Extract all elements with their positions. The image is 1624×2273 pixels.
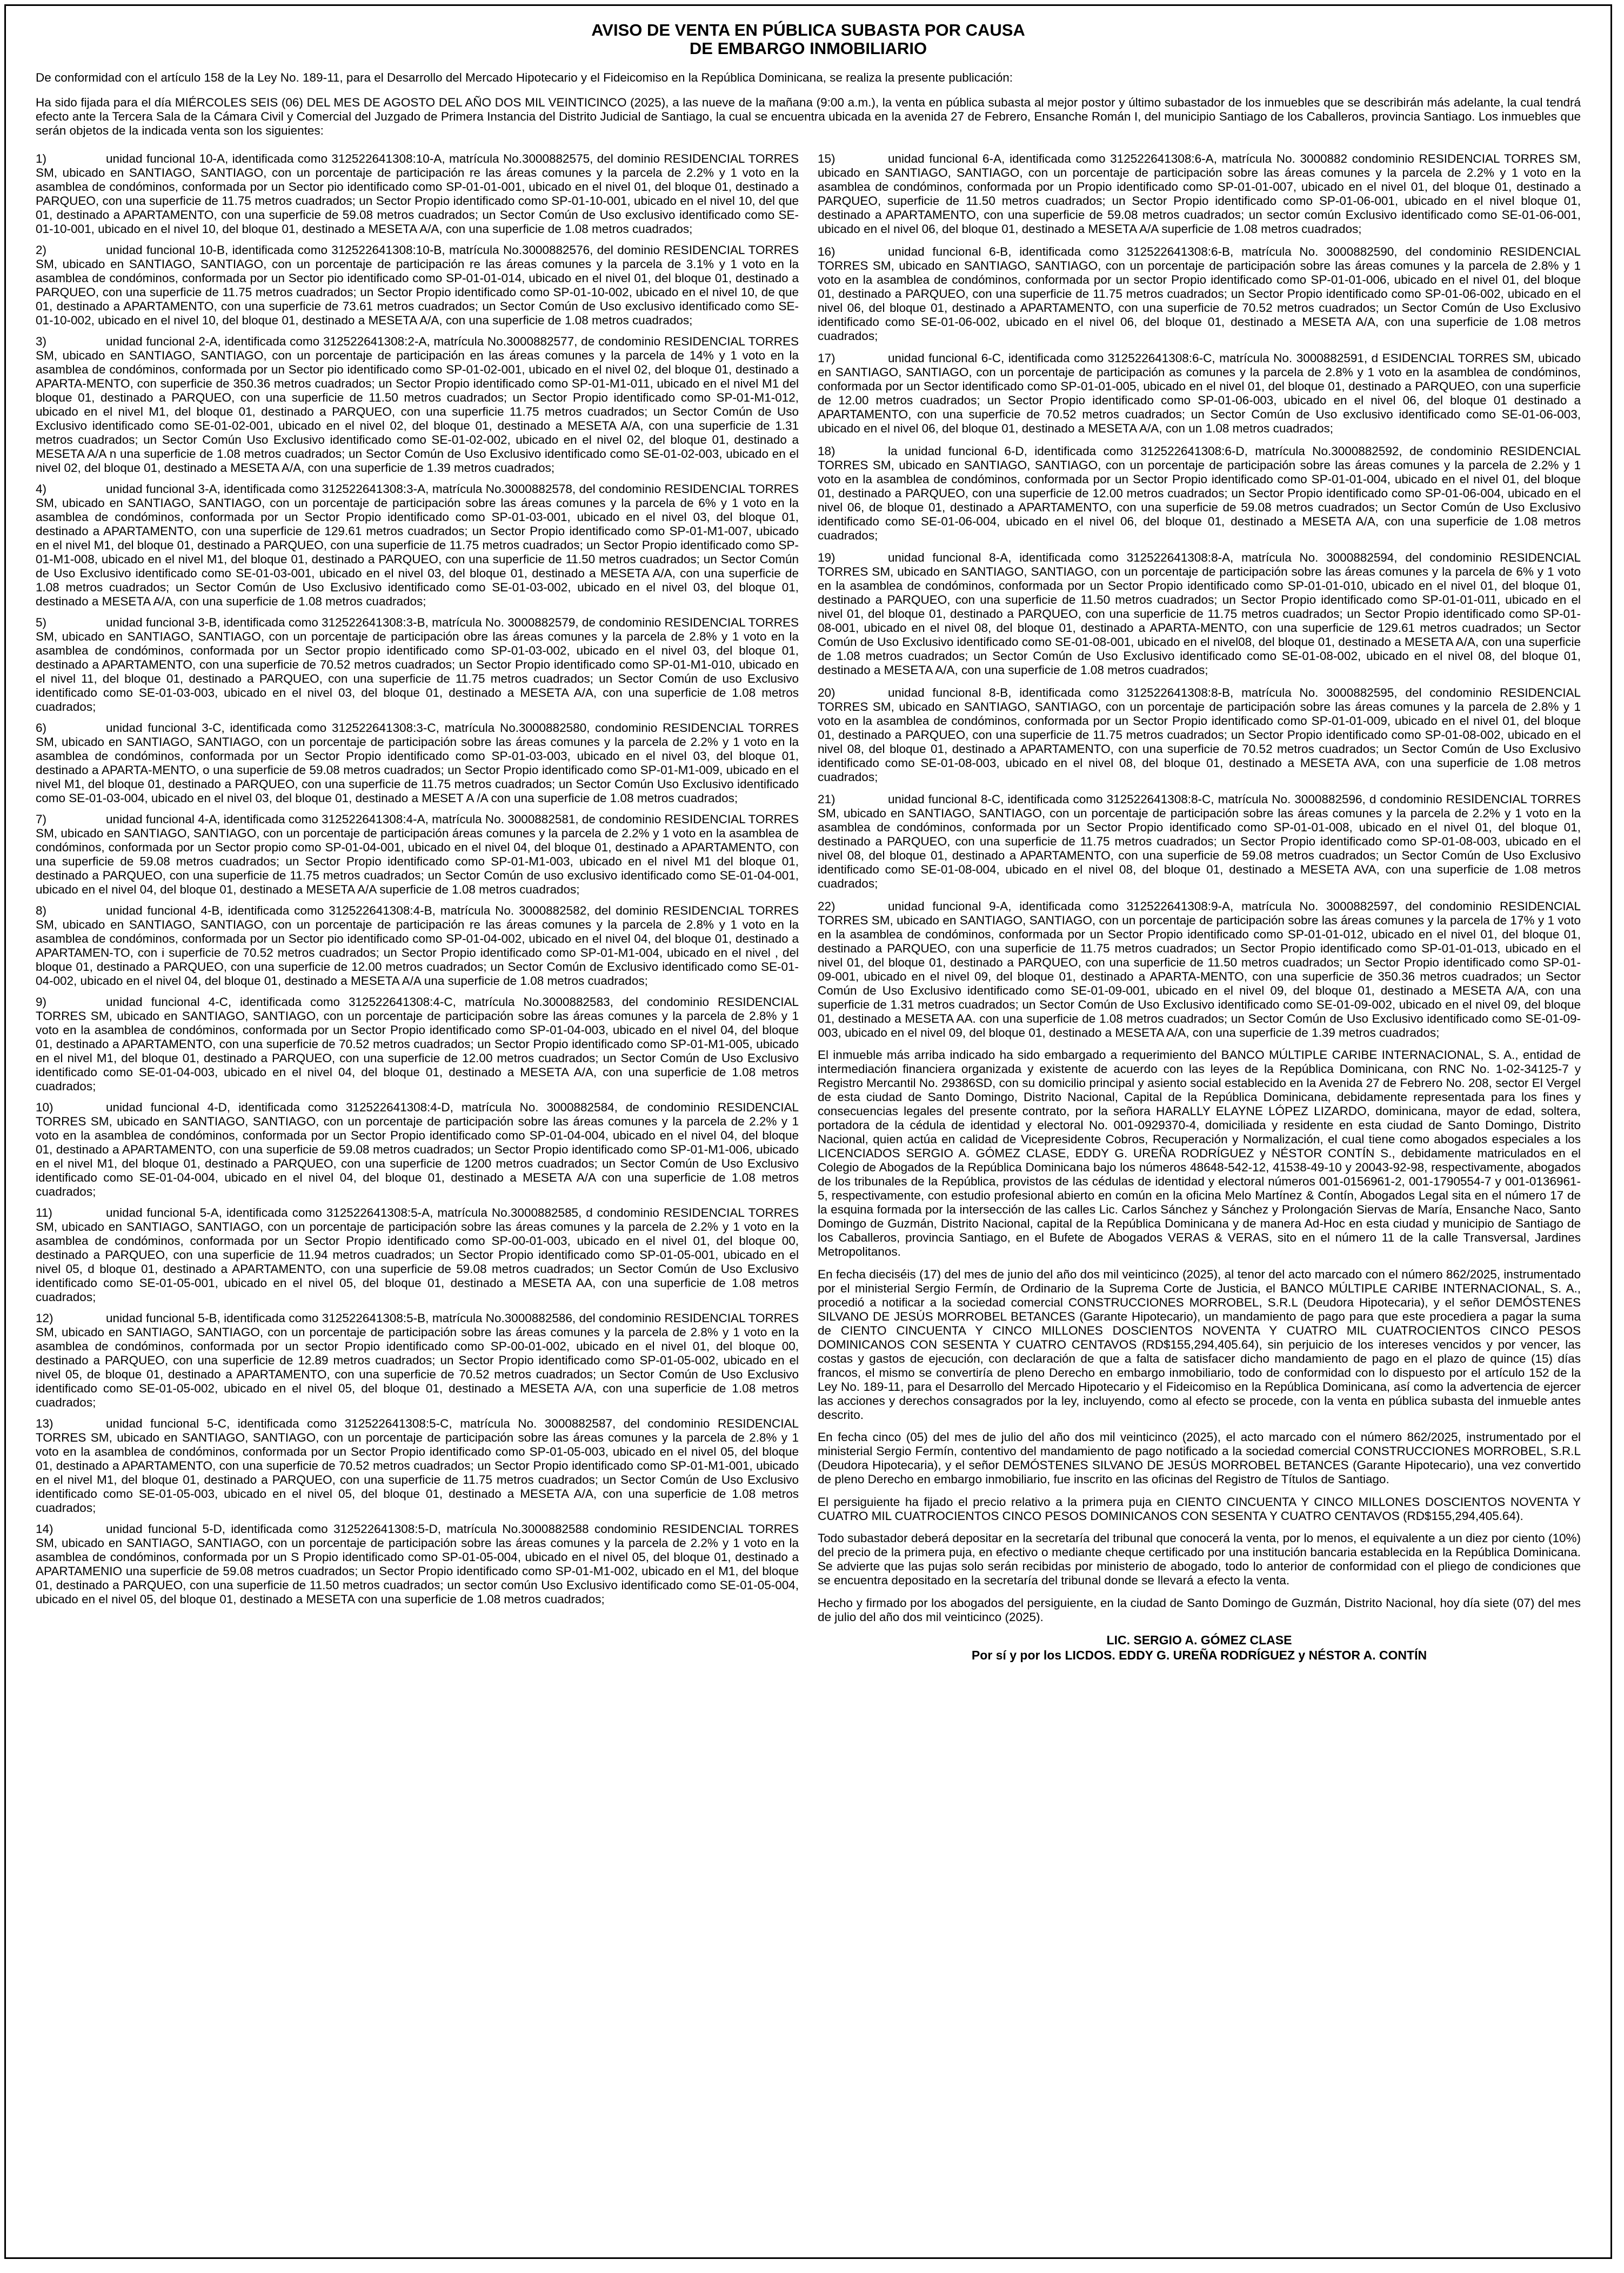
unit-listing-item: [36, 1311, 799, 1410]
unit-listing-item: [36, 243, 799, 328]
item-number: 16): [818, 244, 836, 258]
unit-listing-item: [36, 1522, 799, 1607]
item-number: 13): [36, 1417, 54, 1430]
item-number: 2): [36, 243, 47, 257]
unit-listing-item: [36, 1417, 799, 1515]
unit-listing-item: [818, 245, 1581, 343]
item-number: 14): [36, 1522, 54, 1536]
item-text: unidad funcional 6-A, identificada como 312522641308:6-A, matrícula No. 3000882 condominio RESIDENCIAL TORRES SM, ubicado en SANTIAGO, SANTIAGO, con un porcentaje de participación sobre las áreas comunes y la parcela de 2.2% y 1 voto en la asamblea de condóminos, conformada por un Propio identificado como SP-01-01-007, ubicado en el nivel 01, del bloque 01, destinado a PARQUEO, superficie de 11.50 metros cuadrados; un Sector Propio identificado como SP-01-06-001, ubicado en el nivel bloque 01, destinado a APARTAMENTO, con una superficie de 59.08 metros cuadrados; un sector común Exclusivo identificado como SE-01-06-001, ubicado en el nivel 06, del bloque 01, destinado a MESETA A/A superficie de 1.08 metros cuadrados;: [818, 152, 1581, 236]
closing-paragraphs: [818, 1048, 1581, 1624]
item-text: unidad funcional 3-B, identificada como 312522641308:3-B, matrícula No. 3000882579, de condominio RESIDENCIAL TORRES SM, ubicado en SANTIAGO, SANTIAGO, con un porcentaje de participación obre las áreas comunes y la parcela de 2.8% y 1 voto en la asamblea de condóminos, conformada por un Sector propio identificado como SP-01-03-002, ubicado en el nivel 03, del bloque 01, destinado a APARTAMENTO, con una superficie de 70.52 metros cuadrados; un Sector Propio identificado como SP-01-M1-010, ubicado en el nivel 11, del bloque 01, destinado a PARQUEO, con una superficie de 11.75 metros cuadrados; un Sector Común de uso Exclusivo identificado como SE-01-03-003, ubicado en el nivel 03, del bloque 01, destinado a MESETA A/A, con una superficie de 1.08 metros cuadrados;: [36, 616, 799, 714]
unit-listing-item: [36, 152, 799, 236]
unit-listing-item: [818, 899, 1581, 1040]
item-number: 15): [818, 152, 836, 165]
left-column: [36, 152, 799, 1663]
item-number: 3): [36, 335, 47, 348]
item-text: unidad funcional 9-A, identificada como 312522641308:9-A, matrícula No. 3000882597, del condominio RESIDENCIAL TORRES SM, ubicado en SANTIAGO, SANTIAGO, con un porcentaje de participación sobre las áreas comunes y la parcela de 17% y 1 voto en la asamblea de condóminos, conformada por un Sector Propio identificado como SP-01-01-012, ubicado en el nivel 01, del bloque 01, destinado a PARQUEO, con una superficie de 11.75 metros cuadrados; un Sector Propio identificado como SP-01-01-013, ubicado en el nivel 01, del bloque 01, destinado a PARQUEO, con una superficie de 11.50 metros cuadrados; un Sector Propio identificado como SP-01-09-001, ubicado en el nivel 09, del bloque 01, destinado a APARTA-MENTO, con una superficie de 350.36 metros cuadrados; un Sector Común de Uso Exclusivo identificado como SE-01-09-001, ubicado en el nivel 09, del bloque 01, destinado a MESETA A/A, con una superficie de 1.31 metros cuadrados; un Sector Común de Uso Exclusivo identificado como SE-01-09-002, ubicado en el nivel 09, del bloque 01, destinado a MESETA AA. con una superficie de 1.08 metros cuadrados; un Sector Común de Uso Exclusivo identificado como SE-01-09-003, ubicado en el nivel 09, del bloque 01, destinado a MESETA A/A, con una superficie de 1.39 metros cuadrados;: [818, 899, 1581, 1039]
notice-title: [36, 21, 1581, 58]
item-text: unidad funcional 6-B, identificada como 312522641308:6-B, matrícula No. 3000882590, del condominio RESIDENCIAL TORRES SM, ubicado en SANTIAGO, SANTIAGO, con un porcentaje de participación sobre las áreas comunes y la parcela de 2.8% y 1 voto en la asamblea de condóminos, conformada por un sector Propio identificado como SP-01-01-006, ubicado en el nivel 01, del bloque 01, destinado a PARQUEO, con una superficie de 11.75 metros cuadrados; un Sector Propio identificado como SP-01-06-002, ubicado en el nivel 06, del bloque 01, destinado a APARTAMENTO, con una superficie de 70.52 metros cuadrados; un Sector Común de Uso Exclusivo identificado como SE-01-06-002, ubicado en el nivel 06, del bloque 01, destinado a MESETA A/A, con una superficie de 1.08 metros cuadrados;: [818, 244, 1581, 343]
unit-listing-item: [36, 482, 799, 609]
closing-paragraph: En fecha cinco (05) del mes de julio del año dos mil veinticinco (2025), el acto marcado con el número 862/2025, instrumentado por el ministerial Sergio Fermín, contentivo del mandamiento de pago notificado a la sociedad comercial CONSTRUCCIONES MORROBEL, S.R.L (Deudora Hipotecaria), y el señor DEMÓSTENES SILVANO DE JESÚS MORROBEL BETANCES (Garante Hipotecario), una vez convertido de pleno Derecho en embargo inmobiliario, fue inscrito en las oficinas del Registro de Títulos de Santiago.: [818, 1430, 1581, 1486]
item-number: 21): [818, 792, 836, 806]
closing-paragraph: El inmueble más arriba indicado ha sido embargado a requerimiento del BANCO MÚLTIPLE CARIBE INTERNACIONAL, S. A., entidad de intermediación financiera organizada y existente de acuerdo con las leyes de la República Dominicana, con RNC No. 1-02-34125-7 y Registro Mercantil No. 29386SD, con su domicilio principal y asiento social establecido en la Avenida 27 de Febrero No. 208, sector El Vergel de esta ciudad de Santo Domingo, Distrito Nacional, Capital de la República Dominicana, debidamente representada para los fines y consecuencias legales del presente contrato, por la señora HARALLY ELAYNE LÓPEZ LIZARDO, dominicana, mayor de edad, soltera, portadora de la cédula de identidad y electoral No. 001-0929370-4, domiciliada y residente en esta ciudad de Santo Domingo, Distrito Nacional, quien actúa en calidad de Vicepresidente Cobros, Recuperación y Normalización, el cual tiene como abogados especiales a los LICENCIADOS SERGIO A. GÓMEZ CLASE, EDDY G. UREÑA RODRÍGUEZ y NÉSTOR CONTÍN S., debidamente matriculados en el Colegio de Abogados de la República Dominicana bajo los números 48648-542-12, 41538-49-10 y 20043-92-98, respectivamente, abogados de los tribunales de la República, provistos de las cédulas de identidad y electoral números 001-0156961-2, 001-1790554-7 y 001-0136961-5, respectivamente, con estudio profesional abierto en común en la oficina Melo Martínez & Contín, Abogados Legal sita en el número 17 de la esquina formada por la intersección de las calles Lic. Carlos Sánchez y Sánchez y Prolongación Siervas de María, Ensanche Naco, Santo Domingo de Guzmán, Distrito Nacional, capital de la República Dominicana y de manera Ad-Hoc en esta ciudad y municipio de Santiago de los Caballeros, provincia Santiago, en el Bufete de Abogados VERAS & VERAS, sito en el número 11 de la calle Transversal, Jardines Metropolitanos.: [818, 1048, 1581, 1258]
item-number: 9): [36, 995, 47, 1009]
right-item-list: [818, 152, 1581, 1040]
intro-paragraph-2: Ha sido fijada para el día MIÉRCOLES SEIS (06) DEL MES DE AGOSTO DEL AÑO DOS MIL VEINTICINCO (2025), a las nueve de la mañana (9:00 a.m.), la venta en pública subasta al mejor postor y último subastador de los inmuebles que se describirán más adelante, la cual tendrá efecto ante la Tercera Sala de la Cámara Civil y Comercial del Juzgado de Primera Instancia del Distrito Judicial de Santiago, la cual se encuentra ubicada en la avenida 27 de Febrero, Ensanche Román I, del municipio Santiago de los Caballeros, provincia Santiago. Los inmuebles que serán objetos de la indicada venta son los siguientes:: [36, 96, 1581, 137]
item-number: 19): [818, 551, 836, 564]
item-number: 6): [36, 721, 47, 735]
item-text: unidad funcional 4-A, identificada como 312522641308:4-A, matrícula No. 3000882581, de condominio RESIDENCIAL TORRES SM, ubicado en SANTIAGO, SANTIAGO, con un porcentaje de participación áreas comunes y la parcela de 2.2% y 1 voto en la asamblea de condóminos, conformada por un Sector propio como SP-01-04-001, ubicado en el nivel 04, del bloque 01, destinado a APARTAMENTO, con una superficie de 59.08 metros cuadrados; un Sector Propio identificado como SP-01-M1-003, ubicado en el nivel M1 del bloque 01, destinado a PARQUEO, con una superficie de 11.75 metros cuadrados; un Sector Común de uso exclusivo identificado como SE-01-04-001, ubicado en el nivel 04, del bloque 01, destinado a MESETA A/A superficie de 1.08 metros cuadrados;: [36, 812, 799, 896]
item-text: unidad funcional 5-A, identificada como 312522641308:5-A, matrícula No.3000882585, d condominio RESIDENCIAL TORRES SM, ubicado en SANTIAGO, SANTIAGO, con un porcentaje de participación sobre las áreas comunes y la parcela de 2.2% y 1 voto en la asamblea de condóminos, conformada por un Sector Propio identificado como SP-00-01-003, ubicado en el nivel 01, del bloque 00, destinado a PARQUEO, con una superficie de 11.94 metros cuadrados; un Sector Propio identificado como SP-01-05-001, ubicado en el nivel 05, d bloque 01, destinado a APARTAMENTO, con una superficie de 59.08 metros cuadrados; un Sector Común de Uso Exclusivo identificado como SE-01-05-001, ubicado en el nivel 05, del bloque 01, destinado a MESETA AA, con una superficie de 1.08 metros cuadrados;: [36, 1206, 799, 1304]
item-text: unidad funcional 6-C, identificada como 312522641308:6-C, matrícula No. 3000882591, d ESIDENCIAL TORRES SM, ubicado en SANTIAGO, SANTIAGO, con un porcentaje de participación as comunes y la parcela de 2.8% y 1 voto en la asamblea de condóminos, conformada por un Sector identificado como SP-01-01-005, ubicado en el nivel 01, del bloque 01, destinado a PARQUEO, con una superficie de 12.00 metros cuadrados; un Sector Propio identificado como SP-01-06-003, ubicado en el nivel 06, del bloque 01 destinado a APARTAMENTO, con una superficie de 70.52 metros cuadrados; un Sector Común de Uso exclusivo identificado como SE-01-06-003, ubicado en el nivel 06, del bloque 01, destinado a MESETA A/A, con un 1.08 metros cuadrados;: [818, 351, 1581, 435]
item-text: unidad funcional 3-A, identificada como 312522641308:3-A, matrícula No.3000882578, del condominio RESIDENCIAL TORRES SM, ubicado en SANTIAGO, SANTIAGO, con un porcentaje de participación sobre las áreas comunes y la parcela de 6% y 1 voto en la asamblea de condóminos, conformada por un Sector Propio identificado como SP-01-03-001, ubicado en el nivel 03, del bloque 01, destinado a APARTAMENTO, con una superficie de 129.61 metros cuadrados; un Sector Propio identificado como SP-01-M1-007, ubicado en el nivel M1, del bloque 01, destinado a PARQUEO, con una superficie de 11.75 metros cuadrados; un Sector Propio identificado como SP-01-M1-008, ubicado en el nivel M1, del bloque 01, destinado a PARQUEO, con una superficie de 11.50 metros cuadrados; un Sector Común de Uso Exclusivo identificado como SE-01-03-001, ubicado en el nivel 03, del bloque 01, destinado a MESETA A/A, con una superficie de 1.08 metros cuadrados; un Sector Común de Uso Exclusivo identificado como SE-01-03-002, ubicado en el nivel 03, del bloque 01, destinado a MESETA A/A, con una superficie de 1.08 metros cuadrados;: [36, 482, 799, 608]
unit-listing-item: [818, 551, 1581, 677]
item-text: unidad funcional 8-B, identificada como 312522641308:8-B, matrícula No. 3000882595, del condominio RESIDENCIAL TORRES SM, ubicado en SANTIAGO, SANTIAGO, con un porcentaje de participación sobre las áreas comunes y la parcela de 2.8% y 1 voto en la asamblea de condóminos, conformada por un Sector Propio identificado como SP-01-01-009, ubicado en el nivel 01, del bloque 01, destinado a PARQUEO, con una superficie de 11.75 metros cuadrados; un Sector Propio identificado como SP-01-08-002, ubicado en el nivel 08, del bloque 01, destinado a APARTAMENTO, con una superficie de 70.52 metros cuadrados; un Sector Común de Uso Exclusivo identificado como SE-01-08-003, ubicado en el nivel 08, del bloque 01, destinado a MESETA AVA, con una superficie de 1.08 metros cuadrados;: [818, 685, 1581, 784]
unit-listing-item: [36, 721, 799, 805]
unit-listing-item: [36, 995, 799, 1094]
closing-paragraph: El persiguiente ha fijado el precio relativo a la primera puja en CIENTO CINCUENTA Y CINCO MILLONES DOSCIENTOS NOVENTA Y CUATRO MIL CUATROCIENTOS CINCO PESOS DOMINICANOS CON SESENTA Y CUATRO CENTAVOS (RD$155,294,405.64).: [818, 1495, 1581, 1523]
item-number: 18): [818, 444, 836, 458]
unit-listing-item: [36, 904, 799, 988]
item-number: 22): [818, 899, 836, 913]
item-text: unidad funcional 8-C, identificada como 312522641308:8-C, matrícula No. 3000882596, d condominio RESIDENCIAL TORRES SM, ubicado en SANTIAGO, SANTIAGO, con un porcentaje de participación sobre las áreas comunes y la parcela de 2.2% y 1 voto en la asamblea de condóminos, conformada por un Sector Propio identificado como SP-01-01-008, ubicado en el nivel 01, del bloque 01, destinado a PARQUEO, con una superficie de 11.75 metros cuadrados; un Sector Propio identificado como SP-01-08-003, ubicado en el nivel 08, del bloque 01, destinado a APARTAMENTO, con una superficie de 59.08 metros cuadrados; un Sector Común de Uso Exclusivo identificado como SE-01-08-004, ubicado en el nivel 08, del bloque 01, destinado a MESETA AVA, con una superficie de 1.08 metros cuadrados;: [818, 792, 1581, 890]
item-number: 7): [36, 812, 47, 826]
unit-listing-item: [36, 616, 799, 714]
item-text: unidad funcional 10-A, identificada como 312522641308:10-A, matrícula No.3000882575, del dominio RESIDENCIAL TORRES SM, ubicado en SANTIAGO, SANTIAGO, con un porcentaje de participación re las áreas comunes y la parcela de 2.2% y 1 voto en la asamblea de condóminos, conformada por un Sector pio identificado como SP-01-01-001, ubicado en el nivel 01, del bloque 01, destinado a PARQUEO, con una superficie de 11.75 metros cuadrados; un Sector Propio identificado como SP-01-10-001, ubicado en el nivel 10, del que 01, destinado a APARTAMENTO, con una superficie de 59.08 metros cuadrados; un Sector Común de Uso exclusivo identificado como SE-01-10-001, ubicado en el nivel 10, del bloque 01, destinado a MESETA A/A, con una superficie de 1.08 metros cuadrados;: [36, 152, 799, 236]
unit-listing-item: [818, 351, 1581, 436]
item-text: unidad funcional 10-B, identificada como 312522641308:10-B, matrícula No.3000882576, del dominio RESIDENCIAL TORRES SM, ubicado en SANTIAGO, SANTIAGO, con un porcentaje de participación re las áreas comunes y la parcela de 3.1% y 1 voto en la asamblea de condóminos, conformada por un Sector pio identificado como SP-01-01-014, ubicado en el nivel 01, del bloque 01, destinado a PARQUEO, con una superficie de 11.75 metros cuadrados; un Sector Propio identificado como SP-01-10-002, ubicado en el nivel 10, de que 01, destinado a APARTAMENTO, con una superficie de 73.61 metros cuadrados; un Sector Común de Uso exclusivo identificado como SE-01-10-002, ubicado en el nivel 10, del bloque 01, destinado a MESETA A/A, con una superficie de 1.08 metros cuadrados;: [36, 243, 799, 327]
item-number: 8): [36, 904, 47, 917]
signature-caption: Por sí y por los LICDOS. EDDY G. UREÑA RODRÍGUEZ y NÉSTOR A. CONTÍN: [971, 1648, 1427, 1662]
unit-listing-item: [818, 444, 1581, 543]
item-text: unidad funcional 4-B, identificada como 312522641308:4-B, matrícula No. 3000882582, del dominio RESIDENCIAL TORRES SM, ubicado en SANTIAGO, SANTIAGO, con un porcentaje de participación re las áreas comunes y la parcela de 2.8% y 1 voto en la asamblea de condóminos, conformada por un Sector pio identificado como SP-01-04-002, ubicado en el nivel 04, del bloque 01, destinado a APARTAMEN-TO, con i superficie de 70.52 metros cuadrados; un Sector Propio identificado como SP-01-M1-004, ubicado en el nivel , del bloque 01, destinado a PARQUEO, con una superficie de 12.00 metros cuadrados; un Sector Común de Exclusivo identificado como SE-01-04-002, ubicado en el nivel 04, del bloque 01, destinado a MESETA A/A una superficie de 1.08 metros cuadrados;: [36, 904, 799, 988]
unit-listing-item: [36, 1206, 799, 1304]
signature-block: [818, 1632, 1581, 1663]
unit-listing-item: [818, 792, 1581, 891]
two-column-body: [36, 152, 1581, 1663]
unit-listing-item: [818, 686, 1581, 784]
item-number: 12): [36, 1311, 54, 1325]
item-number: 1): [36, 152, 47, 165]
unit-listing-item: [36, 812, 799, 897]
closing-paragraph: En fecha dieciséis (17) del mes de junio del año dos mil veinticinco (2025), al tenor del acto marcado con el número 862/2025, instrumentado por el ministerial Sergio Fermín, de Ordinario de la Suprema Corte de Justicia, el BANCO MÚLTIPLE CARIBE INTERNACIONAL, S. A., procedió a notificar a la sociedad comercial CONSTRUCCIONES MORROBEL, S.R.L (Deudora Hipotecaria), y el señor DEMÓSTENES SILVANO DE JESÚS MORROBEL BETANCES (Garante Hipotecario), un mandamiento de pago para que este procediera a pagar la suma de CIENTO CINCUENTA Y CINCO MILLONES DOSCIENTOS NOVENTA Y CUATRO MIL CUATROCIENTOS CINCO PESOS DOMINICANOS CON SESENTA Y CUATRO CENTAVOS (RD$155,294,405.64), sin perjuicio de los intereses vencidos y por vencer, las costas y gastos de ejecución, con declaración de que a falta de satisfacer dicho mandamiento de pago en el plazo de quince (15) días francos, el mismo se convertiría de pleno Derecho en embargo inmobiliario, todo de conformidad con lo dispuesto por el artículo 152 de la Ley No. 189-11, para el Desarrollo del Mercado Hipotecario y el Fideicomiso en la República Dominicana, así como la advertencia de ejercer las acciones y derechos consagrados por la ley, incluyendo, como al efecto se procede, con la venta en pública subasta del inmueble antes descrito.: [818, 1267, 1581, 1422]
item-number: 5): [36, 616, 47, 629]
item-text: unidad funcional 8-A, identificada como 312522641308:8-A, matrícula No. 3000882594, del condominio RESIDENCIAL TORRES SM, ubicado en SANTIAGO, SANTIAGO, con un porcentaje de participación sobre las áreas comunes y la parcela de 6% y 1 voto en la asamblea de condóminos, conformada por un Sector Propio identificado como SP-01-01-010, ubicado en el nivel 01, del bloque 01, destinado a PARQUEO, con una superficie de 11.50 metros cuadrados; un Sector Propio identificado como SP-01-01-011, ubicado en el nivel 01, del bloque 01, destinado a PARQUEO, con una superficie de 11.75 metros cuadrados; un Sector Propio identificado como SP-01-08-001, ubicado en el nivel 08, del bloque 01, destinado a APARTA-MENTO, con una superficie de 129.61 metros cuadrados; un Sector Común de Uso Exclusivo identificado como SE-01-08-001, ubicado en el nivel08, del bloque 01, destinado a MESETA A/A, con una superficie de 1.08 metros cuadrados; un Sector Común de Uso Exclusivo identificado como SE-01-08-002, ubicado en el nivel 08, del bloque 01, destinado a MESETA A/A, con una superficie de 1.08 metros cuadrados;: [818, 551, 1581, 677]
auction-notice: [4, 4, 1612, 2259]
item-text: la unidad funcional 6-D, identificada como 312522641308:6-D, matrícula No.3000882592, de condominio RESIDENCIAL TORRES SM, ubicado en SANTIAGO, SANTIAGO, con un porcentaje de participación sobre las áreas comunes y la parcela de 2.2% y 1 voto en la asamblea de condóminos, conformada por un Sector Propio identificado como SP-01-01-004, ubicado en el nivel 01, del bloque 01, destinado a PARQUEO, con una superficie de 12.00 metros cuadrados; un Sector Propio identificado como SP-01-06-004, ubicado en el nivel 06, de bloque 01, destinado a APARTAMENTO, con una superficie de 59.08 metros cuadrados; un Sector Común de Uso Exclusivo identificado como SE-01-06-004, ubicado en el nivel 06, del bloque 01, destinado a MESETA A/A, con una superficie de 1.08 metros cuadrados;: [818, 444, 1581, 542]
item-number: 11): [36, 1206, 52, 1219]
right-column: [818, 152, 1581, 1663]
title-line-1: AVISO DE VENTA EN PÚBLICA SUBASTA POR CAUSA: [591, 21, 1025, 39]
item-text: unidad funcional 4-D, identificada como 312522641308:4-D, matrícula No. 3000882584, de condominio RESIDENCIAL TORRES SM, ubicado en SANTIAGO, SANTIAGO, con un porcentaje de participación sobre las áreas comunes y la parcela de 2.2% y 1 voto en la asamblea de condóminos, conformada por un Sector Propio identificado como SP-01-04-004, ubicado en el nivel 04, del bloque 01, destinado a APARTAMENTO, con una superficie de 59.08 metros cuadrados; un Sector Propio identificado como SP-01-M1-006, ubicado en el nivel M1, del bloque 01, destinado a PARQUEO, con una superficie de 1200 metros cuadrados; un Sector Común de Uso Exclusivo identificado como SE-01-04-004, ubicado en el nivel 04, del bloque 01, destinado a MESETA A/A con una superficie de 1.08 metros cuadrados;: [36, 1101, 799, 1198]
item-text: unidad funcional 4-C, identificada como 312522641308:4-C, matrícula No.3000882583, del condominio RESIDENCIAL TORRES SM, ubicado en SANTIAGO, SANTIAGO, con un porcentaje de participación sobre las áreas comunes y la parcela de 2.8% y 1 voto en la asamblea de condóminos, conformada por un Sector Propio identificado como SP-01-04-003, ubicado en el nivel 04, del bloque 01, destinado a APARTAMENTO, con una superficie de 70.52 metros cuadrados; un Sector Propio identificado como SP-01-M1-005, ubicado en el nivel M1, del bloque 01, destinado a PARQUEO, con una superficie de 12.00 metros cuadrados; un Sector Común de Uso Exclusivo identificado como SE-01-04-003, ubicado en el nivel 04, del bloque 01, destinado a MESETA A/A, con una superficie de 1.08 metros cuadrados;: [36, 995, 799, 1093]
item-text: unidad funcional 5-D, identificada como 312522641308:5-D, matrícula No.3000882588 condominio RESIDENCIAL TORRES SM, ubicado en SANTIAGO, SANTIAGO, con un porcentaje de participación sobre las áreas comunes y la parcela de 2.2% y 1 voto en la asamblea de condóminos, conformada por un S Propio identificado como SP-01-05-004, ubicado en el nivel 05, del bloque 01, destinado a APARTAMENIO una superficie de 59.08 metros cuadrados; un Sector Propio identificado como SP-01-M1-002, ubicado en el M1, del bloque 01, destinado a PARQUEO, con una superficie de 11.50 metros cuadrados; un sector común Uso Exclusivo identificado como SE-01-05-004, ubicado en el nivel 05, del bloque 01, destinado a MESETA con una superficie de 1.08 metros cuadrados;: [36, 1522, 799, 1606]
item-number: 17): [818, 351, 836, 365]
unit-listing-item: [36, 335, 799, 475]
closing-paragraph: Todo subastador deberá depositar en la secretaría del tribunal que conocerá la venta, por lo menos, el equivalente a un diez por ciento (10%) del precio de la primera puja, en efectivo o mediante cheque certificado por una institución bancaria establecida en la República Dominicana. Se advierte que las pujas solo serán recibidas por ministerio de abogado, todo lo anterior de conformidad con el pliego de condiciones que se encuentra depositado en la secretaría del tribunal donde se llevará a efecto la venta.: [818, 1531, 1581, 1587]
item-number: 10): [36, 1101, 54, 1114]
intro-paragraph-1: De conformidad con el artículo 158 de la Ley No. 189-11, para el Desarrollo del Mercado Hipotecario y el Fideicomiso en la República Dominicana, se realiza la presente publicación:: [36, 71, 1013, 84]
signature-name: LIC. SERGIO A. GÓMEZ CLASE: [1106, 1633, 1292, 1647]
item-text: unidad funcional 5-B, identificada como 312522641308:5-B, matrícula No.3000882586, del condominio RESIDENCIAL TORRES SM, ubicado en SANTIAGO, SANTIAGO, con un porcentaje de participación sobre las áreas comunes y la parcela de 2.8% y 1 voto en la asamblea de condóminos, conformada por un sector Propio identificado como SP-00-01-002, ubicado en el nivel 01, del bloque 00, destinado a PARQUEO, con una superficie de 12.89 metros cuadrados; un Sector Propio identificado como SP-01-05-002, ubicado en el nivel 05, de bloque 01, destinado a APARTAMENTO, con una superficie de 70.52 metros cuadrados; un Sector Común de Uso Exclusivo identificado como SE-01-05-002, ubicado en el nivel 05, del bloque 01, destinado a MESETA A/A, con una superficie de 1.08 metros cuadrados;: [36, 1311, 799, 1409]
item-text: unidad funcional 2-A, identificada como 312522641308:2-A, matrícula No.3000882577, de condominio RESIDENCIAL TORRES SM, ubicado en SANTIAGO, SANTIAGO, con un porcentaje de participación en las áreas comunes y la parcela de 14% y 1 voto en la asamblea de condóminos, conformada por un Sector pio identificado como SP-01-02-001, ubicado en el nivel 02, del bloque 01, destinado a APARTA-MENTO, con superficie de 350.36 metros cuadrados; un Sector Propio identificado como SP-01-M1-011, ubicado en el nivel M1 del bloque 01, destinado a PARQUEO, con una superficie de 11.50 metros cuadrados; un Sector Propio identificado como SP-01-M1-012, ubicado en el nivel M1, del bloque 01, destinado a PARQUEO, con una superficie 11.75 metros cuadrados; un Sector Común de Uso Exclusivo identificado como SE-01-02-001, ubicado en el nivel 02, del bloque 01, destinado a MESETA A/A, con una superficie de 1.31 metros cuadrados; un Sector Común Uso Exclusivo identificado como SE-01-02-002, ubicado en el nivel 02, del bloque 01, destinado a MESETA A/A n una superficie de 1.08 metros cuadrados; un Sector Común de Uso Exclusivo identificado como SE-01-02-003, ubicado en el nivel 02, del bloque 01, destinado a MESETA A/A, con una superficie de 1.39 metros cuadrados;: [36, 335, 799, 475]
item-number: 20): [818, 685, 836, 699]
unit-listing-item: [36, 1101, 799, 1199]
unit-listing-item: [818, 152, 1581, 236]
title-line-2: DE EMBARGO INMOBILIARIO: [689, 39, 927, 58]
item-text: unidad funcional 5-C, identificada como 312522641308:5-C, matrícula No. 3000882587, del condominio RESIDENCIAL TORRES SM, ubicado en SANTIAGO, SANTIAGO, con un porcentaje de participación sobre las áreas comunes y la parcela de 2.8% y 1 voto en la asamblea de condóminos, conformada por un Sector Propio identificado como SP-01-05-003, ubicado en el nivel 05, del bloque 01, destinado a APARTAMENTO, con una superficie de 70.52 metros cuadrados; un Sector Propio identificado como SP-01-M1-001, ubicado en el nivel M1, del bloque 01, destinado a PARQUEO, con una superficie de 11.75 metros cuadrados; un Sector Común de Uso Exclusivo identificado como SE-01-05-003, ubicado en el nivel 05, del bloque 01, destinado a MESETA A/A, con una superficie de 1.08 metros cuadrados;: [36, 1417, 799, 1515]
closing-paragraph: Hecho y firmado por los abogados del persiguiente, en la ciudad de Santo Domingo de Guzmán, Distrito Nacional, hoy día siete (07) del mes de julio del año dos mil veinticinco (2025).: [818, 1596, 1581, 1624]
item-number: 4): [36, 482, 47, 496]
item-text: unidad funcional 3-C, identificada como 312522641308:3-C, matrícula No.3000882580, condominio RESIDENCIAL TORRES SM, ubicado en SANTIAGO, SANTIAGO, con un porcentaje de participación sobre las áreas comunes y la parcela de 2.2% y 1 voto en la asamblea de condóminos, conformada por un Sector Propio identificado como SP-01-03-003, ubicado en el nivel 03, del bloque 01, destinado a APARTA-MENTO, o una superficie de 59.08 metros cuadrados; un Sector Propio identificado como SP-01-M1-009, ubicado en el nivel M1, del bloque 01, destinado a PARQUEO, con una superficie de 11.75 metros cuadrados; un Sector Común Uso Exclusivo identificado como SE-01-03-004, ubicado en el nivel 03, del bloque 01, destinado a MESET A /A con una superficie de 1.08 metros cuadrados;: [36, 721, 799, 805]
